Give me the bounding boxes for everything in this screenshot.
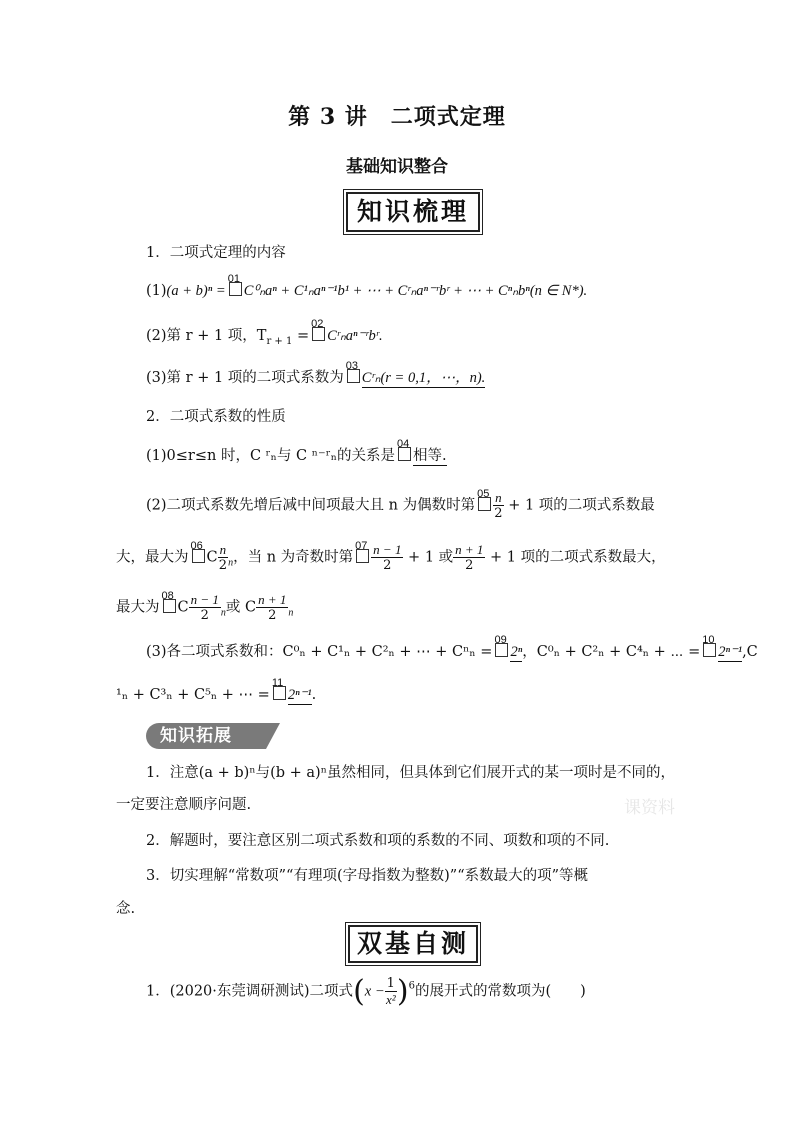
knowledge-extension-tag: 知识拓展 — [146, 723, 266, 749]
item2-3-text-d: ¹ₙ + C³ₙ + C⁵ₙ + ⋯ = — [116, 687, 270, 703]
blank-marker-09: 09 — [495, 643, 508, 657]
item2-1 — [146, 438, 447, 466]
blank-marker-01: 01 — [229, 282, 242, 296]
item2-3-answer-10: 2ⁿ⁻¹ — [718, 644, 743, 660]
page-title: 第 3 讲 二项式定理 — [288, 104, 506, 130]
blank-marker-05: 05 — [478, 497, 491, 511]
blank-marker-03: 03 — [347, 369, 360, 383]
extension-p1-line1: 1．注意(a + b)ⁿ与(b + a)ⁿ虽然相同，但具体到它们展开式的某一项时是不同的， — [146, 765, 675, 781]
fraction-n-plus-1-over-2-b: $\frac{n + 1}{2}$ — [258, 592, 287, 623]
item2-1-answer: 相等. — [413, 448, 447, 464]
item1-3-prefix: (3)第 r + 1 项的二项式系数为 — [146, 370, 344, 386]
fraction-n-minus-1-over-2: $\frac{n - 1}{2}$ — [373, 542, 402, 573]
item1-1-lhs: (a + b)ⁿ = — [166, 283, 226, 299]
item1-2-rhs: Cʳₙaⁿ⁻ʳbʳ. — [327, 328, 383, 344]
blank-marker-04: 04 — [398, 447, 411, 461]
item2-2-line2: 大，最大为 06 C $\frac{n}{2}$ $_n$，当 n 为奇数时第 07 $\frac{n - 1}{2}$ + 1 或 $\frac{n + 1}{2}$ + 1 项的二项式系数最大， — [116, 539, 666, 573]
item1-3-answer: Cʳₙ(r = 0,1，⋯，n). — [361, 370, 486, 386]
item1-heading: 1．二项式定理的内容 — [146, 245, 286, 261]
item1-2-sub: r + 1 — [266, 336, 293, 347]
blank-marker-02: 02 — [312, 327, 325, 341]
extension-p1-line2: 一定要注意顺序问题. — [116, 797, 252, 813]
question-1-exponent: 6 — [408, 980, 416, 992]
item2-2-text-c: 大，最大为 — [116, 549, 189, 566]
fraction-n-over-2: $\frac{n}{2}$ — [494, 490, 503, 521]
item2-2-line3: 最大为 08 C $\frac{n - 1}{2}$ $_n$或 C $\frac{n + 1}{2}$ $_n$ — [116, 589, 294, 623]
page-subtitle: 基础知识整合 — [346, 157, 448, 177]
item2-2-c: C — [206, 549, 218, 566]
fraction-n-over-2-b: $\frac{n}{2}$ — [218, 542, 227, 573]
item2-2-text-d: ，当 n 为奇数时第 — [233, 549, 354, 566]
item2-3-text-b: ，C⁰ₙ + C²ₙ + C⁴ₙ + ⋯ = — [522, 644, 701, 660]
item2-1-prefix: (1)0≤r≤n 时，C ʳₙ与 C ⁿ⁻ʳₙ的关系是 — [146, 448, 395, 464]
blank-marker-07: 07 — [356, 549, 369, 563]
item1-2-prefix: (2)第 r + 1 项，T — [146, 328, 267, 344]
extension-p2: 2．解题时，要注意区别二项式系数和项的系数的不同、项数和项的不同. — [146, 833, 610, 849]
watermark-text: 课资料 — [624, 798, 675, 818]
section-box-knowledge: 知识梳理 — [346, 192, 480, 232]
section-box-self-test: 双基自测 — [348, 925, 478, 963]
item2-3-text-a: (3)各二项式系数和：C⁰ₙ + C¹ₙ + C²ₙ + ⋯ + Cⁿₙ = — [146, 644, 493, 660]
blank-marker-08: 08 — [163, 599, 176, 613]
item1-1 — [146, 273, 588, 301]
question-1-suffix: 的展开式的常数项为( ) — [415, 983, 586, 1000]
item2-3-answer-09: 2ⁿ — [510, 644, 523, 660]
item1-2-eq: = — [292, 328, 310, 344]
item2-3-text-e: . — [311, 687, 317, 703]
item1-1-prefix: (1) — [146, 283, 167, 299]
item2-heading: 2．二项式系数的性质 — [146, 409, 286, 425]
item1-1-rhs: C⁰ₙaⁿ + C¹ₙaⁿ⁻¹b¹ + ⋯ + Cʳₙaⁿ⁻ʳbʳ + ⋯ + Cⁿₙbⁿ(n ∈ N*). — [243, 283, 588, 299]
fraction-n-minus-1-over-2-b: $\frac{n - 1}{2}$ — [190, 592, 219, 623]
question-1-prefix: 1．(2020·东莞调研测试)二项式 — [146, 983, 354, 1000]
blank-marker-11: 11 — [273, 686, 286, 700]
question-1-x: x − — [364, 983, 385, 1000]
item2-3-line1 — [146, 634, 758, 662]
item2-2-text-a: (2)二项式系数先增后减中间项最大且 n 为偶数时第 — [146, 497, 476, 514]
item1-2 — [146, 318, 383, 352]
item2-2-text-i: 或 C — [225, 599, 257, 616]
extension-p3-line1: 3．切实理解“常数项”“有理项(字母指数为整数)”“系数最大的项”等概 — [146, 868, 589, 884]
item2-2-c-2: C — [177, 599, 189, 616]
fraction-1-over-x2: $\frac{1}{\text{x²}}$ — [385, 976, 396, 1007]
item2-3-text-c: ,C — [742, 644, 758, 660]
item2-2-text-b: + 1 项的二项式系数最 — [503, 497, 655, 514]
item1-3 — [146, 360, 486, 388]
question-1: 1．(2020·东莞调研测试)二项式(x − $\frac{1}{\text{x²}}$ )$^6$的展开式的常数项为( ) — [146, 973, 586, 1009]
blank-marker-10: 10 — [703, 643, 716, 657]
extension-p3-line2: 念. — [116, 901, 136, 917]
fraction-n-plus-1-over-2: $\frac{n + 1}{2}$ — [455, 542, 484, 573]
blank-marker-06: 06 — [192, 549, 205, 563]
item2-3-line2 — [116, 677, 317, 705]
item2-2-text-e: + 1 或 — [403, 549, 454, 566]
item2-2-text-f: + 1 项的二项式系数最大， — [485, 549, 666, 566]
item2-3-answer-11: 2ⁿ⁻¹ — [287, 687, 312, 703]
item2-2-text-g: 最大为 — [116, 599, 160, 616]
item2-2-line1 — [146, 487, 655, 521]
